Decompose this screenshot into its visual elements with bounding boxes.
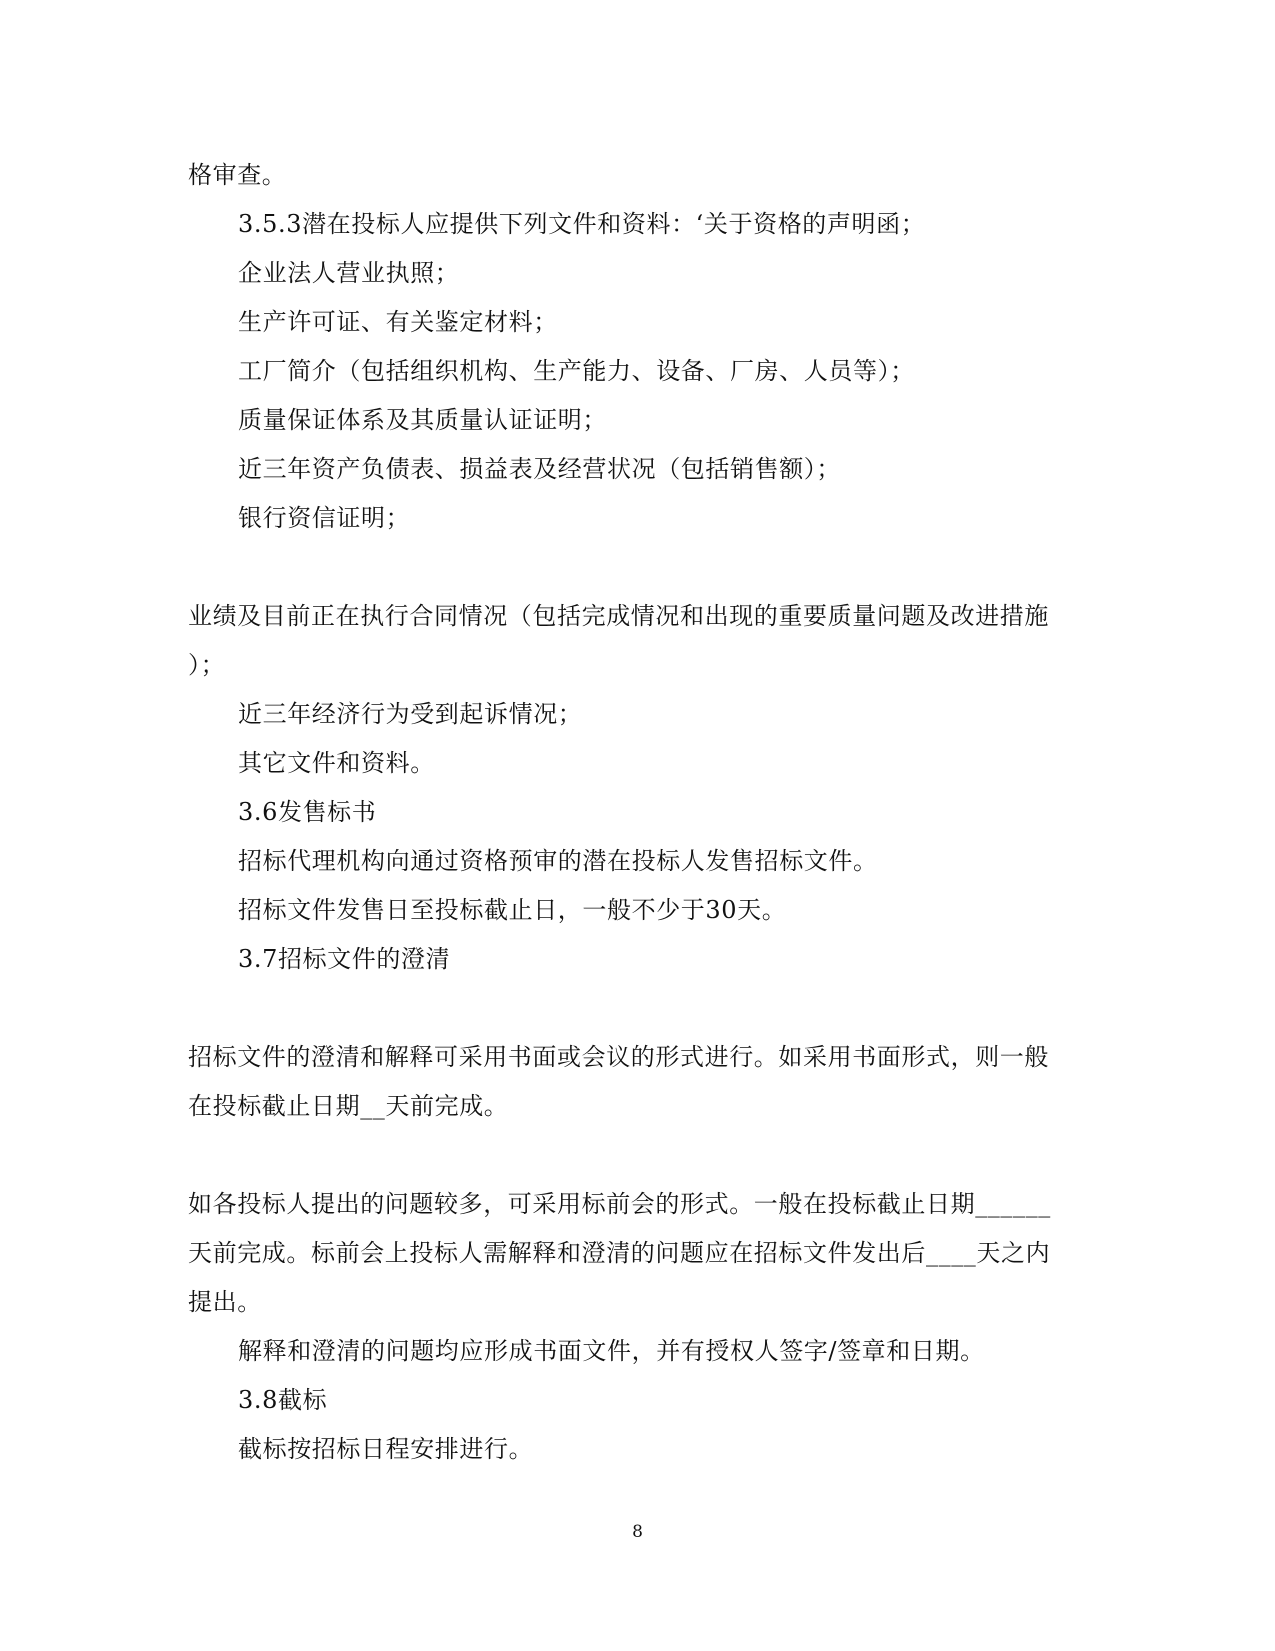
text-line: 近三年资产负债表、损益表及经营状况（包括销售额）； — [238, 455, 841, 483]
section-heading: 3.6发售标书 — [238, 798, 377, 826]
text-line: 生产许可证、有关鉴定材料； — [238, 308, 558, 336]
text-line: 如各投标人提出的问题较多，可采用标前会的形式。一般在投标截止日期______ — [188, 1190, 1051, 1218]
text-line: 质量保证体系及其质量认证证明； — [238, 406, 607, 434]
text-line: 招标文件的澄清和解释可采用书面或会议的形式进行。如采用书面形式，则一般 — [188, 1043, 1049, 1071]
section-heading: 3.8截标 — [238, 1386, 328, 1414]
text-line: 在投标截止日期__天前完成。 — [188, 1092, 509, 1120]
text-line: 银行资信证明； — [238, 504, 411, 532]
text-line: 3.5.3潜在投标人应提供下列文件和资料：‘关于资格的声明函； — [238, 210, 926, 238]
section-heading: 3.7招标文件的澄清 — [238, 945, 451, 973]
text-line: 其它文件和资料。 — [238, 749, 435, 777]
text-line: 提出。 — [188, 1288, 262, 1316]
text-line: 企业法人营业执照； — [238, 259, 460, 287]
text-line: ）； — [188, 651, 226, 679]
page-number: 8 — [632, 1522, 643, 1542]
text-line: 解释和澄清的问题均应形成书面文件，并有授权人签字/签章和日期。 — [238, 1337, 985, 1365]
text-line: 招标代理机构向通过资格预审的潜在投标人发售招标文件。 — [238, 847, 878, 875]
text-line: 工厂简介（包括组织机构、生产能力、设备、厂房、人员等）； — [238, 357, 915, 385]
text-line: 招标文件发售日至投标截止日，一般不少于30天。 — [238, 896, 787, 924]
text-line: 格审查。 — [188, 161, 287, 189]
text-line: 天前完成。标前会上投标人需解释和澄清的问题应在招标文件发出后____天之内 — [188, 1239, 1051, 1267]
text-line: 业绩及目前正在执行合同情况（包括完成情况和出现的重要质量问题及改进措施 — [188, 602, 1049, 630]
text-line: 近三年经济行为受到起诉情况； — [238, 700, 583, 728]
text-line: 截标按招标日程安排进行。 — [238, 1435, 534, 1463]
